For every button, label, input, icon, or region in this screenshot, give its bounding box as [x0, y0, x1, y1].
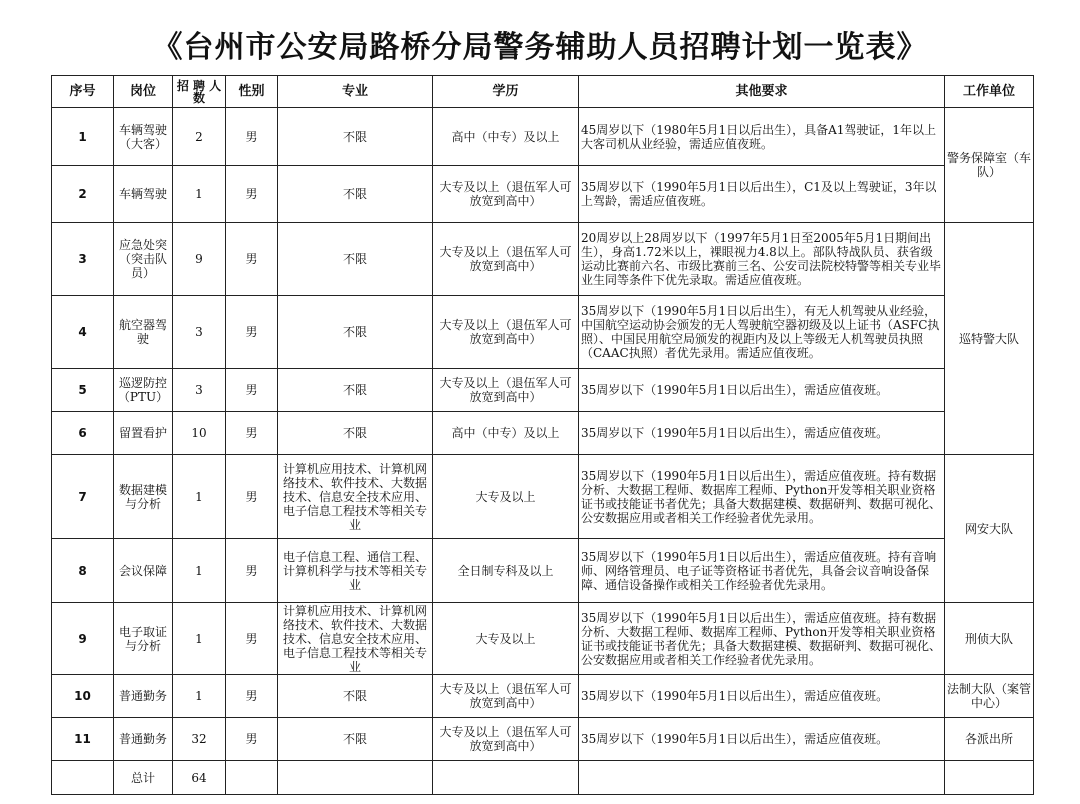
table-row — [52, 675, 1034, 718]
cell-major: 电子信息工程、通信工程、计算机科学与技术等相关专业 — [278, 539, 433, 603]
cell-gender: 男 — [226, 718, 278, 761]
cell-post: 应急处突（突击队员） — [114, 223, 173, 296]
cell-major: 不限 — [278, 369, 433, 412]
header-post: 岗位 — [114, 76, 173, 108]
cell-gender: 男 — [226, 603, 278, 675]
cell-no: 8 — [52, 539, 114, 603]
cell-req: 20周岁以上28周岁以下（1997年5月1日至2005年5月1日期间出生），身高1.72米以上，裸眼视力4.8以上。部队特战队员、获省级运动比赛前六名、市级比赛前三名、公安司法院校特警等相关专业毕业生同等条件下优先录取。需适应值夜班。 — [579, 223, 945, 296]
cell-count: 3 — [173, 369, 226, 412]
cell-gender: 男 — [226, 455, 278, 539]
cell-req: 35周岁以下（1990年5月1日以后出生），需适应值夜班。持有数据分析、大数据工程师、数据库工程师、Python开发等相关职业资格证书或技能证书者优先；具备大数据建模、数据研判、数据可视化、公安数据应用或者相关工作经验者优先录用。 — [579, 603, 945, 675]
cell-edu: 全日制专科及以上 — [433, 539, 579, 603]
cell-post: 车辆驾驶（大客） — [114, 108, 173, 166]
cell-req: 35周岁以下（1990年5月1日以后出生），需适应值夜班。 — [579, 718, 945, 761]
cell-post: 车辆驾驶 — [114, 166, 173, 223]
cell-count: 1 — [173, 603, 226, 675]
cell-total-blank — [52, 761, 114, 795]
cell-no: 3 — [52, 223, 114, 296]
cell-post: 航空器驾驶 — [114, 296, 173, 369]
cell-edu: 大专及以上（退伍军人可放宽到高中） — [433, 369, 579, 412]
cell-req: 35周岁以下（1990年5月1日以后出生），需适应值夜班。持有数据分析、大数据工程师、数据库工程师、Python开发等相关职业资格证书或技能证书者优先；具备大数据建模、数据研判、数据可视化、公安数据应用或者相关工作经验者优先录用。 — [579, 455, 945, 539]
cell-empty — [579, 761, 945, 795]
header-gender: 性别 — [226, 76, 278, 108]
cell-post: 普通勤务 — [114, 718, 173, 761]
cell-req: 45周岁以下（1980年5月1日以后出生），具备A1驾驶证，1年以上大客司机从业经验，需适应值夜班。 — [579, 108, 945, 166]
cell-count: 9 — [173, 223, 226, 296]
cell-count: 1 — [173, 455, 226, 539]
cell-empty — [278, 761, 433, 795]
cell-edu: 大专及以上（退伍军人可放宽到高中） — [433, 296, 579, 369]
table-row — [52, 718, 1034, 761]
table-row — [52, 296, 1034, 369]
header-major: 专业 — [278, 76, 433, 108]
cell-no: 2 — [52, 166, 114, 223]
cell-count: 3 — [173, 296, 226, 369]
cell-major: 不限 — [278, 108, 433, 166]
cell-post: 电子取证与分析 — [114, 603, 173, 675]
cell-no: 4 — [52, 296, 114, 369]
cell-no: 6 — [52, 412, 114, 455]
cell-unit: 刑侦大队 — [945, 603, 1034, 675]
cell-post: 普通勤务 — [114, 675, 173, 718]
cell-no: 11 — [52, 718, 114, 761]
page-title: 《台州市公安局路桥分局警务辅助人员招聘计划一览表》 — [152, 30, 928, 65]
header-row — [52, 76, 1034, 108]
cell-gender: 男 — [226, 296, 278, 369]
cell-count: 2 — [173, 108, 226, 166]
cell-post: 巡逻防控（PTU） — [114, 369, 173, 412]
cell-count: 10 — [173, 412, 226, 455]
cell-major: 不限 — [278, 718, 433, 761]
cell-unit: 巡特警大队 — [945, 223, 1034, 455]
cell-edu: 大专及以上（退伍军人可放宽到高中） — [433, 718, 579, 761]
cell-empty — [226, 761, 278, 795]
cell-post: 留置看护 — [114, 412, 173, 455]
cell-major: 不限 — [278, 223, 433, 296]
cell-edu: 大专及以上（退伍军人可放宽到高中） — [433, 223, 579, 296]
cell-post: 会议保障 — [114, 539, 173, 603]
cell-gender: 男 — [226, 166, 278, 223]
cell-gender: 男 — [226, 539, 278, 603]
cell-edu: 高中（中专）及以上 — [433, 412, 579, 455]
cell-major: 不限 — [278, 296, 433, 369]
cell-edu: 大专及以上（退伍军人可放宽到高中） — [433, 675, 579, 718]
table-row — [52, 603, 1034, 675]
cell-major: 不限 — [278, 675, 433, 718]
cell-major: 不限 — [278, 166, 433, 223]
cell-gender: 男 — [226, 108, 278, 166]
cell-empty — [945, 761, 1034, 795]
cell-req: 35周岁以下（1990年5月1日以后出生），需适应值夜班。 — [579, 412, 945, 455]
cell-no: 9 — [52, 603, 114, 675]
cell-no: 7 — [52, 455, 114, 539]
cell-no: 10 — [52, 675, 114, 718]
cell-req: 35周岁以下（1990年5月1日以后出生），有无人机驾驶从业经验，中国航空运动协会颁发的无人驾驶航空器初级及以上证书（ASFC执照）、中国民用航空局颁发的视距内及以上等级无人机驾驶员执照（CAAC执照）者优先录用。需适应值夜班。 — [579, 296, 945, 369]
header-edu: 学历 — [433, 76, 579, 108]
table-row — [52, 108, 1034, 166]
cell-edu: 大专及以上 — [433, 603, 579, 675]
cell-edu: 大专及以上（退伍军人可放宽到高中） — [433, 166, 579, 223]
header-no: 序号 — [52, 76, 114, 108]
total-row — [52, 761, 1034, 795]
cell-post: 数据建模与分析 — [114, 455, 173, 539]
cell-unit: 各派出所 — [945, 718, 1034, 761]
cell-total-label: 总计 — [114, 761, 173, 795]
cell-req: 35周岁以下（1990年5月1日以后出生），C1及以上驾驶证，3年以上驾龄，需适应值夜班。 — [579, 166, 945, 223]
table-row — [52, 369, 1034, 412]
cell-unit: 网安大队 — [945, 455, 1034, 603]
cell-unit: 法制大队（案管中心） — [945, 675, 1034, 718]
cell-major: 计算机应用技术、计算机网络技术、软件技术、大数据技术、信息安全技术应用、电子信息工程技术等相关专业 — [278, 455, 433, 539]
header-count: 招 聘 人 数 — [173, 76, 226, 108]
header-unit: 工作单位 — [945, 76, 1034, 108]
cell-edu: 大专及以上 — [433, 455, 579, 539]
table-row — [52, 412, 1034, 455]
cell-req: 35周岁以下（1990年5月1日以后出生），需适应值夜班。 — [579, 675, 945, 718]
cell-total-count: 64 — [173, 761, 226, 795]
cell-count: 1 — [173, 166, 226, 223]
cell-count: 32 — [173, 718, 226, 761]
cell-count: 1 — [173, 675, 226, 718]
table-row — [52, 166, 1034, 223]
header-req: 其他要求 — [579, 76, 945, 108]
cell-gender: 男 — [226, 369, 278, 412]
cell-empty — [433, 761, 579, 795]
cell-no: 1 — [52, 108, 114, 166]
cell-major: 不限 — [278, 412, 433, 455]
cell-no: 5 — [52, 369, 114, 412]
table-row — [52, 223, 1034, 296]
cell-count: 1 — [173, 539, 226, 603]
table-row — [52, 539, 1034, 603]
cell-major-text: 计算机应用技术、计算机网络技术、软件技术、大数据技术、信息安全技术应用、电子信息工程技术等相关专业 — [282, 604, 427, 674]
table-row — [52, 455, 1034, 539]
cell-major — [278, 603, 433, 675]
cell-unit: 警务保障室（车队） — [945, 108, 1034, 223]
cell-edu: 高中（中专）及以上 — [433, 108, 579, 166]
cell-req: 35周岁以下（1990年5月1日以后出生），需适应值夜班。持有音响师、网络管理员、电子证等资格证书者优先，具备会议音响设备保障、通信设备操作或相关工作经验者优先录用。 — [579, 539, 945, 603]
cell-gender: 男 — [226, 223, 278, 296]
recruitment-table — [51, 75, 1034, 795]
cell-gender: 男 — [226, 412, 278, 455]
cell-gender: 男 — [226, 675, 278, 718]
cell-req: 35周岁以下（1990年5月1日以后出生），需适应值夜班。 — [579, 369, 945, 412]
